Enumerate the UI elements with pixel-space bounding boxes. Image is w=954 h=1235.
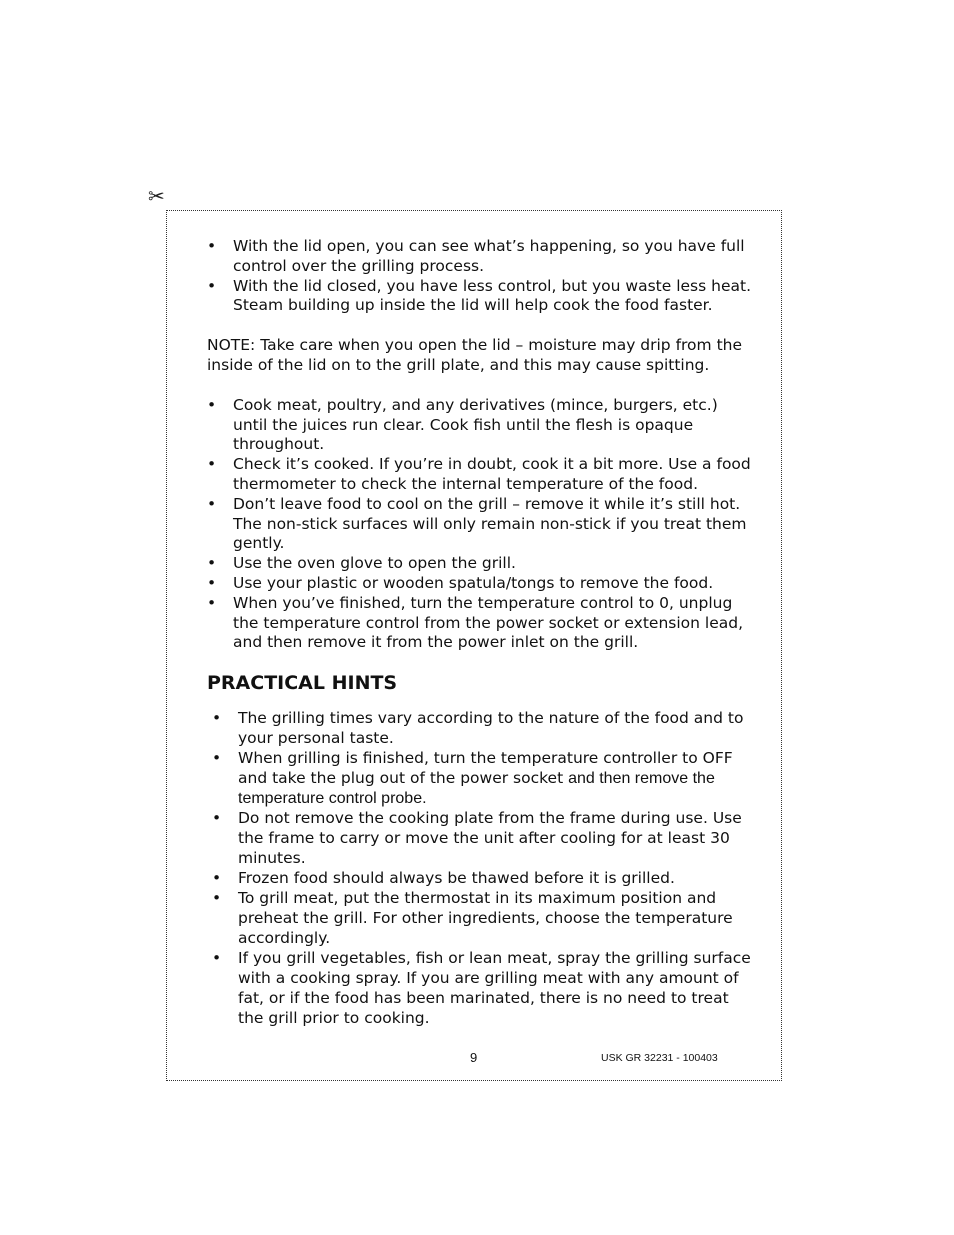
page-content bbox=[207, 237, 752, 1029]
lid-bullet-list bbox=[207, 237, 752, 316]
list-item: • Use your plastic or wooden spatula/tongs to remove the food. bbox=[207, 574, 752, 594]
list-item: • When you’ve finished, turn the temperature control to 0, unplug the temperature control from the power socket or extension lead, and then remove it from the power inlet on the grill. bbox=[207, 594, 752, 653]
cooking-bullet-list bbox=[207, 396, 752, 653]
hints-bullet-list bbox=[212, 709, 752, 1028]
list-item: • Do not remove the cooking plate from the frame during use. Use the frame to carry or move the unit after cooling for at least 30 minutes. bbox=[212, 809, 752, 868]
hint-text-alt-font: and then remove the temperature control probe. bbox=[238, 770, 715, 807]
note-paragraph: NOTE: Take care when you open the lid – moisture may drip from the inside of the lid on to the grill plate, and this may cause spitting. bbox=[207, 336, 743, 374]
section-heading: PRACTICAL HINTS bbox=[207, 672, 398, 695]
document-code: USK GR 32231 - 100403 bbox=[601, 1052, 718, 1064]
list-item: • With the lid closed, you have less control, but you waste less heat. Steam building up inside the lid will help cook the food faster. bbox=[207, 277, 752, 317]
list-item: • Don’t leave food to cool on the grill – remove it while it’s still hot. The non-stick surfaces will only remain non-stick if you treat them gently. bbox=[207, 495, 752, 554]
list-item: • Cook meat, poultry, and any derivatives (mince, burgers, etc.) until the juices run clear. Cook fish until the flesh is opaque throughout. bbox=[207, 396, 752, 455]
page-number: 9 bbox=[470, 1050, 478, 1065]
list-item bbox=[212, 749, 752, 808]
hint-text: When grilling is finished, turn the temperature controller to OFF and take the plug out of the power socket bbox=[238, 749, 733, 788]
list-item: • The grilling times vary according to the nature of the food and to your personal taste. bbox=[212, 709, 752, 749]
list-item: • Frozen food should always be thawed before it is grilled. bbox=[212, 869, 752, 889]
list-item: • If you grill vegetables, fish or lean meat, spray the grilling surface with a cooking spray. If you are grilling meat with any amount of fat, or if the food has been marinated, there is no need to treat the grill prior to cooking. bbox=[212, 949, 752, 1028]
list-item: • Check it’s cooked. If you’re in doubt, cook it a bit more. Use a food thermometer to check the internal temperature of the food. bbox=[207, 455, 752, 495]
scissors-icon: ✂ bbox=[148, 184, 165, 208]
list-item: • Use the oven glove to open the grill. bbox=[207, 554, 752, 574]
list-item: • With the lid open, you can see what’s happening, so you have full control over the grilling process. bbox=[207, 237, 752, 277]
list-item: • To grill meat, put the thermostat in its maximum position and preheat the grill. For other ingredients, choose the temperature accordingly. bbox=[212, 889, 752, 948]
